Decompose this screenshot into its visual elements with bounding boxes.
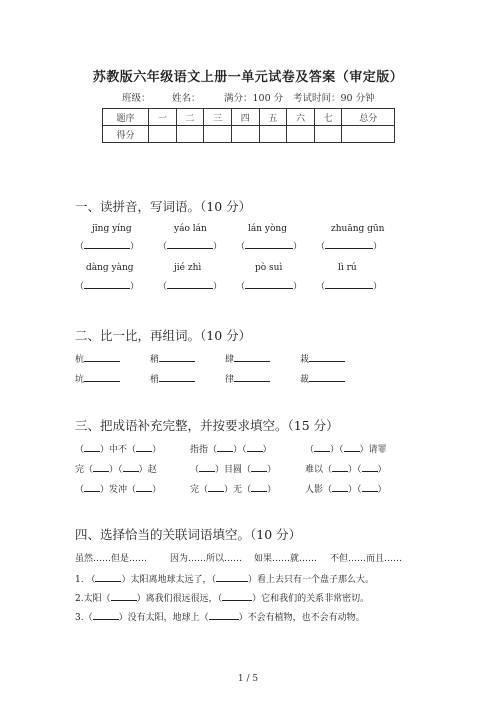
table-cell: 一 [149,109,177,126]
table-cell: 得分 [103,126,149,143]
pinyin-5: dàng yàng [86,263,134,273]
compare-item: 梢 [150,372,195,385]
answer-blank[interactable] [362,482,378,492]
pinyin-1: jīng yíng [92,224,132,234]
idiom-item: （ ）发冲（ ） [75,482,161,495]
pinyin-7: pò suì [255,263,283,273]
idiom-item: （ ）目圆（ ） [190,462,276,475]
answer-blank[interactable] [84,352,120,362]
answer-blank[interactable] [84,442,100,452]
table-row [103,109,395,126]
score-input-cell[interactable] [314,126,342,143]
table-cell: 七 [314,109,342,126]
score-input-cell[interactable] [259,126,287,143]
score-input-cell[interactable] [231,126,259,143]
answer-blank[interactable]: （ ） [75,239,139,252]
answer-blank[interactable] [136,442,152,452]
table-cell: 六 [287,109,315,126]
option-1: 虽然……但是…… [75,554,148,564]
table-row [103,126,395,143]
idiom-item: （ ）（ ）请罪 [305,442,387,455]
pinyin-8: lì rú [338,263,357,273]
answer-blank[interactable] [217,442,233,452]
answer-blank[interactable] [159,372,195,382]
answer-blank[interactable] [84,482,100,492]
answer-blank[interactable] [309,352,345,362]
exam-time: 考试时间：90 分钟 [293,93,375,104]
option-4: 不但……而且…… [330,554,403,564]
full-score: 满分：100 分 [224,93,284,104]
answer-blank[interactable]: （ ） [158,239,222,252]
answer-blank[interactable] [111,591,137,601]
answer-blank[interactable]: （ ） [316,239,382,252]
page-number: 1 / 5 [237,674,259,684]
section-2-heading: 二、比一比，再组词。（10 分） [75,328,252,343]
answer-blank[interactable] [208,482,224,492]
section-1-heading: 一、读拼音，写词语。（10 分） [75,199,252,214]
answer-blank[interactable] [199,462,215,472]
answer-blank[interactable] [234,372,270,382]
score-input-cell[interactable] [342,126,395,143]
class-label: 班级： [122,93,151,104]
table-cell: 题序 [103,109,149,126]
idiom-item: 人影（ ）（ ） [305,482,387,495]
compare-item: 稍 [150,352,195,365]
table-cell: 二 [176,109,204,126]
answer-blank[interactable] [93,610,119,620]
table-cell: 四 [231,109,259,126]
answer-blank[interactable]: （ ） [316,279,382,292]
answer-blank[interactable]: （ ） [75,279,139,292]
answer-blank[interactable] [84,372,120,382]
answer-blank[interactable] [247,442,263,452]
answer-blank[interactable]: （ ） [236,279,302,292]
compare-item: 律 [225,372,270,385]
score-input-cell[interactable] [287,126,315,143]
pinyin-2: yáo lán [174,224,207,234]
idiom-item: 完（ ）（ ）赵 [75,462,157,475]
section-4-heading: 四、选择恰当的关联词语填空。（10 分） [75,527,302,542]
option-3: 如果……就…… [254,554,318,564]
question-1: 1. （ ）太阳离地球太远了，（ ）看上去只有一个盘子那么大。 [75,572,374,585]
answer-blank[interactable] [93,462,109,472]
answer-blank[interactable] [216,572,248,582]
score-input-cell[interactable] [204,126,232,143]
compare-item: 肆 [225,352,270,365]
score-input-cell[interactable] [149,126,177,143]
option-2: 因为……所以…… [170,554,243,564]
answer-blank[interactable]: （ ） [158,279,222,292]
name-label: 姓名： [172,93,201,104]
answer-blank[interactable] [234,352,270,362]
pinyin-6: jié zhì [174,263,202,273]
table-cell: 三 [204,109,232,126]
answer-blank[interactable] [314,442,330,452]
table-cell: 总分 [342,109,395,126]
score-input-cell[interactable] [176,126,204,143]
idiom-item: （ ）中不（ ） [75,442,161,455]
answer-blank[interactable] [332,462,348,472]
compare-item: 裁 [300,372,345,385]
answer-blank[interactable] [251,462,267,472]
answer-blank[interactable] [159,352,195,362]
pinyin-4: zhuāng gūn [331,224,385,234]
table-cell: 五 [259,109,287,126]
answer-blank[interactable]: （ ） [236,239,302,252]
compare-item: 坑 [75,372,120,385]
answer-blank[interactable] [209,610,239,620]
answer-blank[interactable] [362,462,378,472]
answer-blank[interactable] [123,462,139,472]
page-title: 苏教版六年级语文上册一单元试卷及答案（审定版） [92,70,404,85]
answer-blank[interactable] [344,442,360,452]
idiom-item: 完（ ）无（ ） [190,482,276,495]
answer-blank[interactable] [251,482,267,492]
compare-item: 杭 [75,352,120,365]
answer-blank[interactable] [136,482,152,492]
question-3: 3.（ ）没有太阳，地球上（ ）不会有植物，也不会有动物。 [75,610,365,623]
answer-blank[interactable] [222,591,252,601]
compare-item: 栽 [300,352,345,365]
question-2: 2.太阳（ ）离我们很远很远，（ ）它和我们的关系非常密切。 [75,591,369,604]
idiom-item: 指指（ ）（ ） [190,442,272,455]
pinyin-3: lán yòng [248,224,287,234]
answer-blank[interactable] [309,372,345,382]
answer-blank[interactable] [95,572,121,582]
section-3-heading: 三、把成语补充完整，并按要求填空。（15 分） [75,418,339,433]
score-table [102,108,395,143]
answer-blank[interactable] [332,482,348,492]
idiom-item: 难以（ ）（ ） [305,462,387,475]
